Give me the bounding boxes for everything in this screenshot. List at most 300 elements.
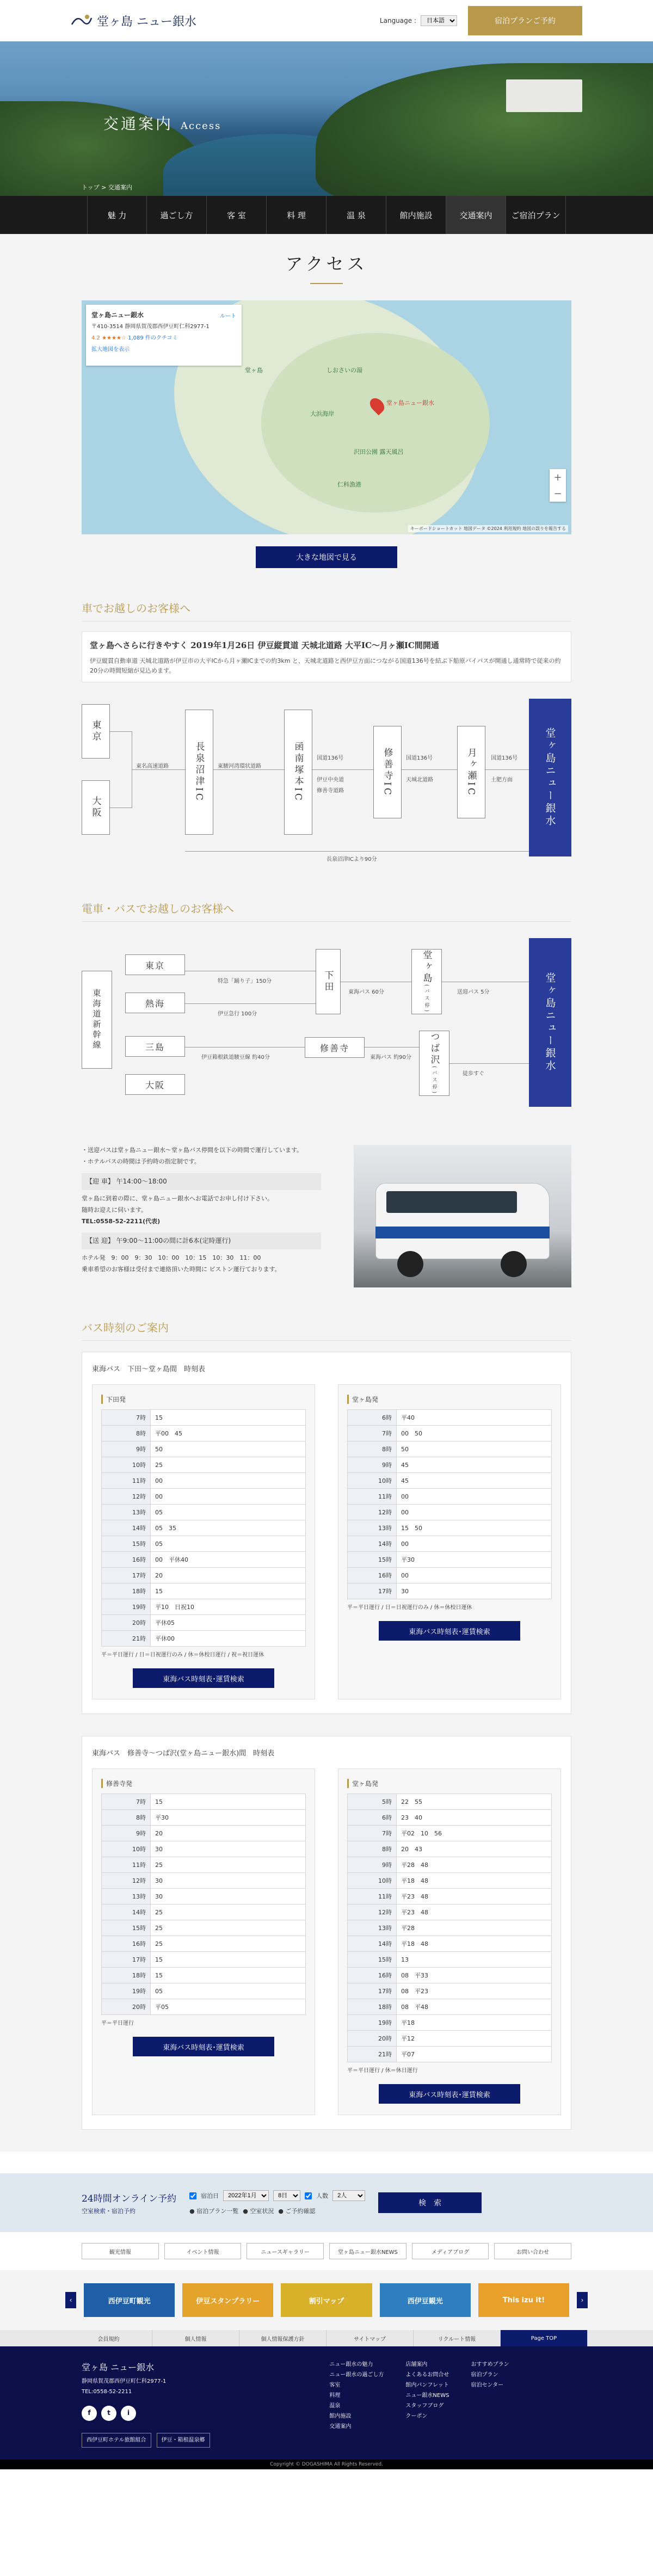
hour-cell: 9時 — [102, 1826, 151, 1841]
table-row — [102, 1920, 306, 1936]
page-top-button[interactable]: Page TOP — [501, 2330, 588, 2346]
instagram-icon[interactable]: i — [121, 2406, 136, 2421]
table-row — [102, 1489, 306, 1505]
minute-cell: 平23 48 — [397, 1889, 552, 1905]
nav-onsen[interactable]: 温 泉 — [326, 196, 386, 234]
route-dogashima-stop: 堂ヶ島 (バス停) — [411, 949, 442, 1014]
hour-cell: 5時 — [348, 1794, 397, 1810]
table-row — [348, 1505, 552, 1520]
link-contact[interactable]: お問い合わせ — [494, 2243, 571, 2259]
route-izu-chuo: 伊豆中央道 — [317, 777, 344, 784]
footer-link-sitemap[interactable]: サイトマップ — [326, 2330, 414, 2346]
minute-cell: 00 — [397, 1536, 552, 1552]
route-mishima: 三島 — [125, 1036, 185, 1057]
route-136-c: 国道136号 — [491, 755, 518, 762]
timetable-dir: 下田発 — [101, 1395, 306, 1404]
minute-cell: 50 — [151, 1441, 306, 1457]
header — [0, 0, 653, 41]
route-walk: 徒歩すぐ — [463, 1071, 484, 1077]
timetable-table — [347, 1409, 552, 1599]
timetable-shimoda-depart — [92, 1384, 315, 1699]
minute-cell: 平05 — [151, 1999, 306, 2015]
tel[interactable]: TEL:0558-52-2211(代表) — [82, 1217, 161, 1225]
google-map[interactable] — [82, 300, 571, 534]
minute-cell: 平30 — [151, 1810, 306, 1826]
minute-cell: 平23 48 — [397, 1905, 552, 1920]
hour-cell: 8時 — [102, 1426, 151, 1441]
minute-cell: 20 — [151, 1826, 306, 1841]
footer-link[interactable]: 客室 — [329, 2382, 341, 2389]
route-tomei: 東名高速道路 — [136, 763, 169, 770]
table-row — [348, 1936, 552, 1952]
hour-cell: 9時 — [102, 1441, 151, 1457]
zoom-in-button[interactable]: + — [553, 471, 562, 483]
table-row — [102, 1441, 306, 1457]
shuttle-bus-photo — [354, 1145, 571, 1287]
hour-cell: 14時 — [102, 1520, 151, 1536]
breadcrumb[interactable]: トップ > 交通案内 — [82, 184, 132, 191]
timetable-dir: 堂ヶ島発 — [347, 1779, 552, 1788]
table-row — [102, 1857, 306, 1873]
map-label-dogashima: 堂ヶ島 — [245, 367, 263, 374]
book-plan-button[interactable]: 宿泊プランご予約 — [468, 6, 582, 35]
footer-badge-2[interactable]: 伊豆・箱根温泉郷 — [157, 2433, 210, 2448]
minute-cell: 45 — [397, 1457, 552, 1473]
map-card-rating: 4.2 ★★★★☆ — [91, 335, 126, 341]
footer-link[interactable]: ニュー銀水NEWS — [405, 2393, 449, 2399]
train-section — [82, 900, 571, 1287]
table-row — [348, 1536, 552, 1552]
footer-badge-1[interactable]: 西伊豆町ホテル旅館組合 — [82, 2433, 151, 2448]
table-row — [348, 1983, 552, 1999]
route-toi: 土肥方面 — [491, 777, 513, 784]
hour-cell: 11時 — [102, 1473, 151, 1489]
hour-cell: 19時 — [348, 2015, 397, 2031]
minute-cell: 平40 — [397, 1410, 552, 1426]
availability-link[interactable]: ● 空室状況 — [243, 2208, 274, 2215]
people-checkbox[interactable] — [305, 2192, 312, 2199]
large-map-button[interactable]: 大きな地図で見る — [256, 546, 397, 568]
hour-cell: 12時 — [348, 1505, 397, 1520]
hour-cell: 10時 — [102, 1841, 151, 1857]
table-row — [348, 1489, 552, 1505]
hour-cell: 15時 — [348, 1952, 397, 1968]
table-row — [348, 1889, 552, 1905]
minute-cell: 15 — [151, 1410, 306, 1426]
hour-cell: 17時 — [348, 1583, 397, 1599]
main-nav — [0, 196, 653, 234]
minute-cell: 平休00 — [151, 1631, 306, 1647]
route-136-b: 国道136号 — [406, 755, 433, 762]
route-tsukigase: 月ヶ瀬IC — [457, 726, 485, 818]
minute-cell: 08 平33 — [397, 1968, 552, 1983]
hour-cell: 18時 — [102, 1968, 151, 1983]
table-row — [102, 1505, 306, 1520]
footer-link[interactable]: スタッフブログ — [405, 2403, 444, 2409]
hour-cell: 17時 — [348, 1983, 397, 1999]
car-note: 伊豆縦貫自動車道 天城北道路が伊豆市の大平ICから月ヶ瀬ICまでの約3km と、天城北道路と西伊豆方面につながる国道136号を結ぶ下船原バイパスが開通し通常時で従来の約20分の時間短縮が見込めます。 — [90, 657, 561, 674]
minute-cell: 30 — [151, 1841, 306, 1857]
nav-charm[interactable]: 魅 力 — [87, 196, 147, 234]
car-route-diagram — [82, 699, 571, 895]
footer-link-terms[interactable]: 会員規約 — [65, 2330, 152, 2346]
shuttle-info — [82, 1145, 571, 1287]
map-label-port: 仁科漁港 — [337, 481, 361, 488]
tokai-bus-search-button[interactable]: 東海バス時刻表･運賃検索 — [379, 1621, 520, 1641]
train-heading: 電車・バスでお越しのお客様へ — [82, 900, 571, 922]
route-136-a: 国道136号 — [317, 755, 344, 762]
footer-logo[interactable]: 堂ヶ島 ニュー銀水 — [82, 2362, 155, 2373]
logo-text: 堂ヶ島 ニュー銀水 — [97, 15, 196, 29]
hotel-building — [506, 79, 582, 112]
minute-cell: 20 43 — [397, 1841, 552, 1857]
hour-cell: 13時 — [102, 1889, 151, 1905]
tokai-bus-search-button[interactable]: 東海バス時刻表･運賃検索 — [133, 2037, 274, 2056]
minute-cell: 08 平23 — [397, 1983, 552, 1999]
route-duration: 長泉沼津ICより90分 — [326, 856, 377, 863]
hour-cell: 20時 — [102, 1615, 151, 1631]
map-label-sawada: 沢田公園 露天風呂 — [354, 448, 404, 455]
hero-subtitle: Access — [181, 120, 221, 132]
nav-access[interactable]: 交通案内 — [446, 196, 506, 234]
route-tokai-bus-90: 東海バス 約90分 — [370, 1055, 411, 1061]
map-card-address: 〒410-3514 静岡県賀茂郡西伊豆町仁科2977-1 — [91, 324, 210, 330]
hour-cell: 18時 — [102, 1583, 151, 1599]
copyright: Copyright © DOGASHIMA All Rights Reserved. — [0, 2460, 653, 2469]
hour-cell: 14時 — [348, 1936, 397, 1952]
banner-4[interactable]: 西伊豆観光 — [380, 2283, 471, 2317]
hour-cell: 11時 — [348, 1889, 397, 1905]
nav-plans[interactable]: ご宿泊プラン — [506, 196, 566, 234]
minute-cell: 23 40 — [397, 1810, 552, 1826]
hour-cell: 10時 — [348, 1473, 397, 1489]
hour-cell: 7時 — [102, 1410, 151, 1426]
minute-cell: 15 — [151, 1583, 306, 1599]
table-row — [102, 1457, 306, 1473]
pickup-label: 【迎 車】 午14:00〜18:00 — [82, 1173, 321, 1190]
table-row — [102, 1552, 306, 1568]
minute-cell: 25 — [151, 1936, 306, 1952]
table-row — [102, 1599, 306, 1615]
minute-cell: 00 平休40 — [151, 1552, 306, 1568]
table-row — [102, 1905, 306, 1920]
route-shimoda: 下田 — [316, 949, 341, 1014]
minute-cell: 05 — [151, 1505, 306, 1520]
minute-cell: 05 — [151, 1536, 306, 1552]
minute-cell: 25 — [151, 1920, 306, 1936]
route-odoriko: 特急「踊り子」150分 — [218, 978, 272, 985]
footer — [0, 2346, 653, 2460]
table-row — [348, 1920, 552, 1936]
timetable-table — [101, 1409, 306, 1647]
footer-link[interactable]: 店舗案内 — [405, 2362, 428, 2368]
hour-cell: 12時 — [102, 1489, 151, 1505]
table-row — [102, 1873, 306, 1889]
link-tourism[interactable]: 観光情報 — [82, 2243, 159, 2259]
minute-cell: 平休05 — [151, 1615, 306, 1631]
banner-5[interactable]: This izu it! — [478, 2283, 569, 2317]
send-text-2: 乗車希望のお客様は受付まで連絡頂いた時間に ピストン運行ております。 — [82, 1266, 281, 1273]
language-select[interactable] — [421, 15, 457, 26]
nav-rooms[interactable]: 客 室 — [207, 196, 267, 234]
timetable-shuzenji-title: 東海バス 修善寺〜つば沢(堂ヶ島ニュー銀水)間 時刻表 — [92, 1749, 275, 1758]
timetable-dogashima-depart — [338, 1384, 561, 1699]
tokai-bus-search-button[interactable]: 東海バス時刻表･運賃検索 — [133, 1668, 274, 1688]
route-kannami: 函南塚本IC — [284, 710, 312, 835]
hour-cell: 8時 — [348, 1441, 397, 1457]
hour-cell: 21時 — [348, 2047, 397, 2062]
table-row — [102, 1631, 306, 1647]
footer-link[interactable]: ニュー銀水の過ごし方 — [329, 2372, 384, 2378]
link-news[interactable]: 堂ヶ島ニュー銀水NEWS — [329, 2243, 406, 2259]
route-tsubasawa-stop: つば沢 (バス停) — [419, 1031, 449, 1096]
minute-cell: 05 35 — [151, 1520, 306, 1536]
minute-cell: 平30 — [397, 1552, 552, 1568]
zoom-out-button[interactable]: − — [553, 488, 562, 500]
footer-link[interactable]: よくあるお問合せ — [405, 2372, 449, 2378]
footer-link[interactable]: 館内施設 — [329, 2413, 352, 2420]
footer-col-1 — [329, 2359, 384, 2446]
table-row — [102, 1615, 306, 1631]
hour-cell: 20時 — [348, 2031, 397, 2047]
footer-link[interactable]: おすすめプラン — [471, 2362, 509, 2368]
table-row — [348, 1794, 552, 1810]
banner-2[interactable]: 伊豆スタンプラリー — [182, 2283, 273, 2317]
table-row — [348, 1968, 552, 1983]
timetable-note: 平＝平日運行 / 休＝休日運行 — [347, 2068, 418, 2074]
nav-stay[interactable]: 過ごし方 — [147, 196, 207, 234]
banner-1[interactable]: 西伊豆町観光 — [84, 2283, 175, 2317]
hour-cell: 15時 — [102, 1536, 151, 1552]
minute-cell: 25 — [151, 1457, 306, 1473]
minute-cell: 15 — [151, 1968, 306, 1983]
table-row — [102, 1936, 306, 1952]
table-row — [348, 2015, 552, 2031]
footer-link[interactable]: 宿泊センター — [471, 2382, 504, 2389]
map-pin-label: 堂ヶ島ニュー銀水 — [386, 399, 434, 406]
send-label: 【送 迎】 午9:00〜11:00の間に計6本(定時運行) — [82, 1232, 321, 1249]
minute-cell: 00 — [397, 1568, 552, 1583]
route-goal-car: 堂ヶ島ニュー銀水 — [529, 699, 571, 856]
map-card-reviews[interactable]: 1,089 件のクチコミ — [128, 335, 178, 341]
table-row — [102, 1968, 306, 1983]
footer-tel: TEL:0558-52-2211 — [82, 2388, 132, 2395]
minute-cell: 30 — [151, 1889, 306, 1905]
minute-cell: 00 — [397, 1505, 552, 1520]
footer-link[interactable]: クーポン — [405, 2413, 428, 2420]
info-bullet-2: ・ホテルバスの時間は予約時の指定制です。 — [82, 1158, 200, 1166]
footer-col-2 — [405, 2359, 449, 2446]
map-directions-link[interactable]: ルート — [220, 313, 236, 319]
table-row — [102, 1794, 306, 1810]
timetable-dir: 修善寺発 — [101, 1779, 306, 1788]
timetable-shuzenji-depart — [92, 1768, 315, 2115]
table-row — [102, 1536, 306, 1552]
table-row — [102, 1520, 306, 1536]
hour-cell: 10時 — [102, 1457, 151, 1473]
route-izukyu: 伊豆急行 100分 — [218, 1011, 257, 1018]
pickup-text: 堂ヶ島に到着の際に、堂ヶ島ニュー銀水へお電話でお申し付け下さい。 — [82, 1194, 273, 1202]
table-row — [348, 1473, 552, 1489]
hour-cell: 16時 — [348, 1568, 397, 1583]
route-shuttle: 送迎バス 5分 — [457, 989, 490, 996]
table-row — [348, 1873, 552, 1889]
hour-cell: 14時 — [102, 1905, 151, 1920]
hour-cell: 7時 — [102, 1794, 151, 1810]
footer-link[interactable]: ニュー銀水の魅力 — [329, 2362, 373, 2368]
route-tokyo: 東京 — [82, 704, 110, 759]
minute-cell: 22 55 — [397, 1794, 552, 1810]
table-row — [348, 1552, 552, 1568]
facebook-icon[interactable]: f — [82, 2406, 97, 2421]
search-button[interactable]: 検 索 — [378, 2192, 482, 2213]
table-row — [102, 1952, 306, 1968]
hour-cell: 7時 — [348, 1426, 397, 1441]
hour-cell: 19時 — [102, 1983, 151, 1999]
footer-link[interactable]: 温泉 — [329, 2403, 341, 2409]
minute-cell: 05 — [151, 1983, 306, 1999]
minute-cell: 平18 — [397, 2015, 552, 2031]
hour-cell: 15時 — [102, 1920, 151, 1936]
table-row — [102, 1983, 306, 1999]
twitter-icon[interactable]: t — [101, 2406, 116, 2421]
minute-cell: 00 — [397, 1489, 552, 1505]
banner-prev-icon[interactable]: ‹ — [65, 2292, 76, 2308]
table-row — [102, 1826, 306, 1841]
hour-cell: 13時 — [348, 1520, 397, 1536]
hour-cell: 7時 — [348, 1826, 397, 1841]
month-select[interactable] — [223, 2190, 269, 2201]
send-text: ホテル発 9：00 9：30 10：00 10：15 10：30 11：00 — [82, 1254, 261, 1262]
route-shuzenji-road: 修善寺道路 — [317, 788, 344, 794]
hour-cell: 9時 — [348, 1857, 397, 1873]
language-switcher — [380, 15, 457, 26]
footer-link[interactable]: 料理 — [329, 2393, 341, 2399]
map-zoom-controls — [550, 469, 566, 502]
map-attribution: キーボードショートカット 地図データ ©2024 利用規約 地図の誤りを報告する — [408, 525, 568, 532]
table-row — [102, 1473, 306, 1489]
hour-cell: 17時 — [102, 1952, 151, 1968]
timetable-table — [101, 1794, 306, 2015]
footer-link[interactable]: 交通案内 — [329, 2424, 352, 2430]
minute-cell: 00 50 — [397, 1426, 552, 1441]
minute-cell: 平12 — [397, 2031, 552, 2047]
hour-cell: 9時 — [348, 1457, 397, 1473]
people-select[interactable] — [332, 2190, 365, 2201]
timetable-shuzenji — [82, 1736, 571, 2130]
route-atami: 熱海 — [125, 993, 185, 1013]
nav-facilities[interactable]: 館内施設 — [386, 196, 446, 234]
route-osaka-station: 大阪 — [125, 1074, 185, 1095]
footer-address: 静岡県賀茂郡西伊豆町仁科2977-1 — [82, 2378, 167, 2384]
hour-cell: 8時 — [348, 1841, 397, 1857]
bus-section — [82, 1319, 571, 2130]
minute-cell: 平28 — [397, 1920, 552, 1936]
plan-list-link[interactable]: ● 宿泊プラン一覧 — [189, 2208, 239, 2215]
link-events[interactable]: イベント情報 — [164, 2243, 242, 2259]
page-body — [0, 234, 653, 2152]
reservation-bar — [0, 2173, 653, 2232]
route-shuzenji: 修善寺IC — [373, 726, 402, 818]
logo[interactable] — [71, 13, 196, 29]
hour-cell: 6時 — [348, 1410, 397, 1426]
banner-next-icon[interactable]: › — [577, 2292, 588, 2308]
minute-cell: 平02 10 56 — [397, 1826, 552, 1841]
footer-link[interactable]: 宿泊プラン — [471, 2372, 498, 2378]
map-info-card — [86, 305, 242, 366]
footer-link[interactable]: 館内パンフレット — [405, 2382, 449, 2389]
people-label: 人数 — [316, 2192, 329, 2200]
hour-cell: 13時 — [348, 1920, 397, 1936]
route-goal-train: 堂ヶ島ニュー銀水 — [529, 938, 571, 1107]
minute-cell: 50 — [397, 1441, 552, 1457]
hour-cell: 12時 — [102, 1873, 151, 1889]
link-blog[interactable]: メディアブログ — [412, 2243, 489, 2259]
map-label-shiosai: しおさいの湯 — [326, 367, 362, 374]
timetable-note: 平＝平日運行 / 日＝日祝運行のみ / 休＝休校日運休 — [347, 1605, 472, 1611]
route-sunzu: 伊豆箱根鉄道駿豆線 約40分 — [201, 1055, 270, 1061]
day-select[interactable] — [273, 2190, 300, 2201]
footer-nav — [0, 2330, 653, 2346]
date-checkbox[interactable] — [189, 2192, 196, 2199]
table-row — [348, 1410, 552, 1426]
train-route-diagram — [82, 938, 571, 1123]
hour-cell: 12時 — [348, 1905, 397, 1920]
minute-cell: 15 — [151, 1794, 306, 1810]
link-gallery[interactable]: ニュースギャラリー — [247, 2243, 324, 2259]
hour-cell: 16時 — [102, 1552, 151, 1568]
hour-cell: 11時 — [102, 1857, 151, 1873]
map-card-enlarge-link[interactable]: 拡大地図を表示 — [91, 347, 130, 353]
table-row — [102, 1568, 306, 1583]
hour-cell: 20時 — [102, 1999, 151, 2015]
hour-cell: 11時 — [348, 1489, 397, 1505]
hour-cell: 15時 — [348, 1552, 397, 1568]
date-label: 宿泊日 — [201, 2192, 219, 2200]
minute-cell: 平28 48 — [397, 1857, 552, 1873]
table-row — [348, 2047, 552, 2062]
table-row — [348, 1905, 552, 1920]
hero-title: 交通案内 Access — [103, 115, 221, 133]
language-label: Language : — [379, 17, 416, 24]
footer-link-privacy[interactable]: 個人情報 — [152, 2330, 239, 2346]
tokai-bus-search-button[interactable]: 東海バス時刻表･運賃検索 — [379, 2084, 520, 2104]
minute-cell: 00 — [151, 1473, 306, 1489]
route-amagi-kita: 天城北道路 — [406, 777, 433, 784]
car-heading: 車でお越しのお客様へ — [82, 600, 571, 621]
pickup-text-2: 随時お迎えに伺います。 — [82, 1206, 147, 1213]
hour-cell: 19時 — [102, 1599, 151, 1615]
footer-link-policy[interactable]: 個人情報保護方針 — [239, 2330, 326, 2346]
route-shuzenji-station: 修善寺 — [305, 1037, 365, 1058]
hour-cell: 10時 — [348, 1873, 397, 1889]
minute-cell: 08 平48 — [397, 1999, 552, 2015]
route-tokai-bus-60: 東海バス 60分 — [348, 989, 384, 996]
hour-cell: 16時 — [348, 1968, 397, 1983]
hour-cell: 16時 — [102, 1936, 151, 1952]
footer-link-recruit[interactable]: リクルート情報 — [414, 2330, 501, 2346]
nav-cuisine[interactable]: 料 理 — [267, 196, 326, 234]
hour-cell: 21時 — [102, 1631, 151, 1647]
minute-cell: 45 — [397, 1473, 552, 1489]
minute-cell: 20 — [151, 1568, 306, 1583]
table-row — [348, 1568, 552, 1583]
bus-heading: バス時刻のご案内 — [82, 1319, 571, 1341]
hour-cell: 18時 — [348, 1999, 397, 2015]
minute-cell: 30 — [151, 1873, 306, 1889]
reservation-confirm-link[interactable]: ● ご予約確認 — [278, 2208, 316, 2215]
banner-3[interactable]: 割引マップ — [281, 2283, 372, 2317]
